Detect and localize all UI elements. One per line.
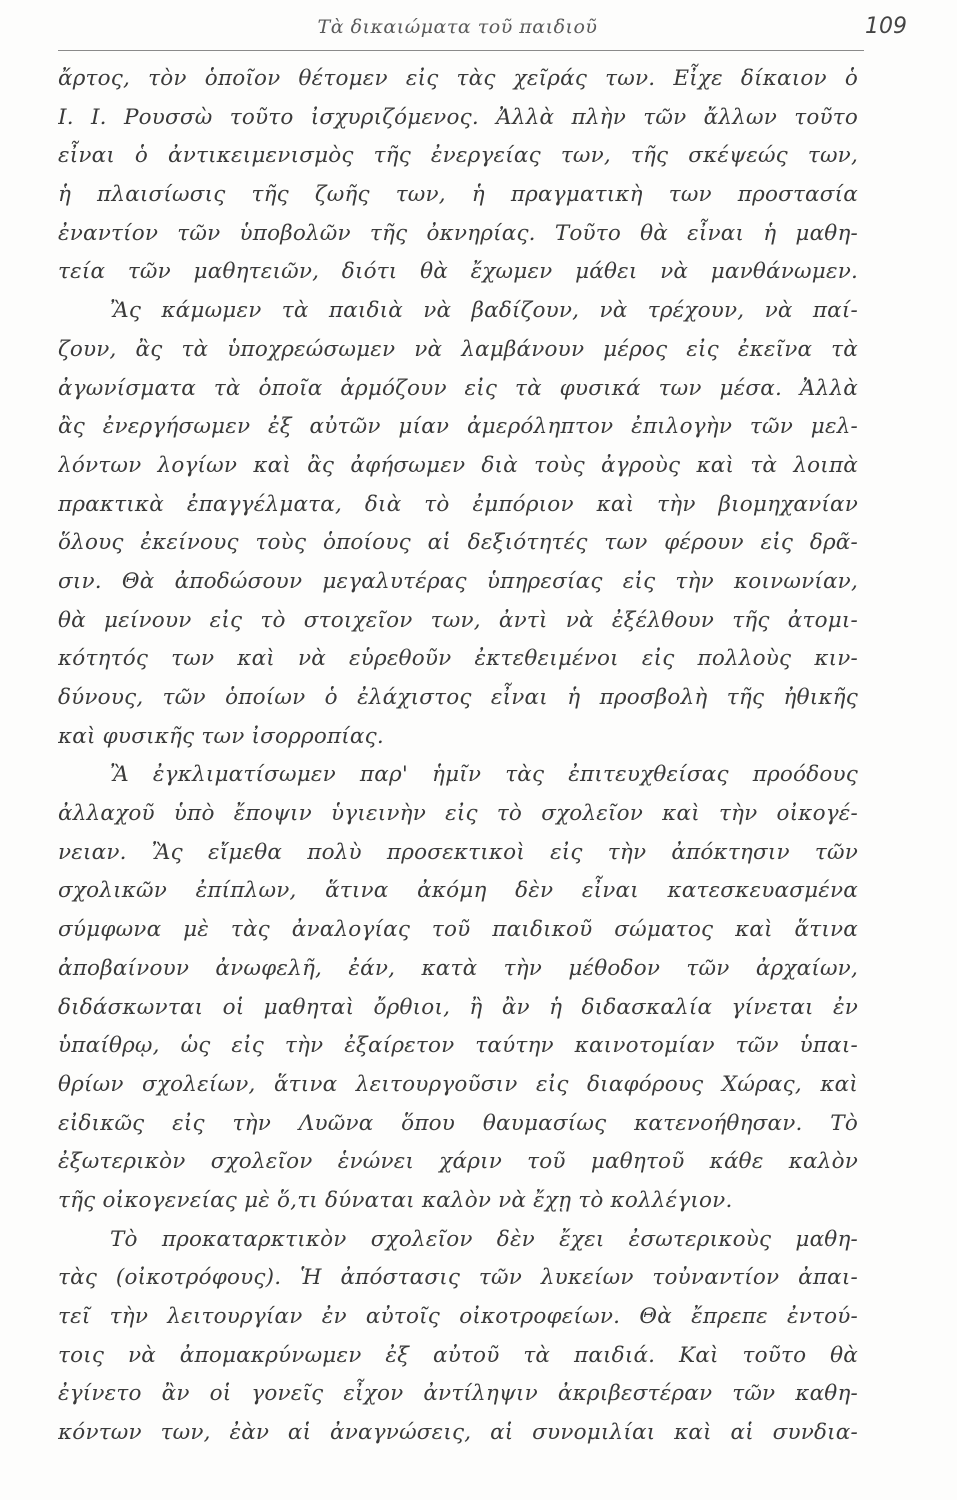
text-line: τεῖ τὴν λειτουργίαν ἐν αὐτοῖς οἰκοτροφείων. Θὰ ἔπρεπε ἐντού-	[58, 1304, 858, 1329]
page-number: 109	[865, 14, 907, 39]
running-title: Τὰ δικαιώματα τοῦ παιδιοῦ	[317, 16, 598, 38]
text-line: σχολικῶν ἐπίπλων, ἅτινα ἀκόμη δὲν εἶναι κατεσκευασμένα	[58, 878, 858, 904]
running-head	[58, 14, 907, 48]
text-line: νειαν. Ἂς εἴμεθα πολὺ προσεκτικοὶ εἰς τὴν ἀπόκτησιν τῶν	[58, 839, 858, 865]
text-line: καὶ φυσικῆς των ἰσορροπίας.	[58, 723, 384, 749]
text-line: θρίων σχολείων, ἅτινα λειτουργοῦσιν εἰς διαφόρους Χώρας, καὶ	[58, 1071, 858, 1097]
text-line: Ἂς κάμωμεν τὰ παιδιὰ νὰ βαδίζουν, νὰ τρέχουν, νὰ παί-	[110, 298, 858, 324]
text-line: ἐξωτερικὸν σχολεῖον ἑνώνει χάριν τοῦ μαθητοῦ κάθε καλὸν	[58, 1149, 858, 1175]
text-line: σιν. Θὰ ἀποδώσουν μεγαλυτέρας ὑπηρεσίας εἰς τὴν κοινωνίαν,	[58, 568, 858, 594]
text-line: ἂς ἐνεργήσωμεν ἐξ αὐτῶν μίαν ἀμερόληπτον ἐπιλογὴν τῶν μελ-	[58, 414, 858, 440]
text-line: ἐναντίον τῶν ὑποβολῶν τῆς ὀκνηρίας. Τοῦτο θὰ εἶναι ἡ μαθη-	[58, 220, 858, 246]
text-line: ὅλους ἐκείνους τοὺς ὁποίους αἱ δεξιότητές των φέρουν εἰς δρᾶ-	[58, 530, 858, 556]
header-rule	[58, 50, 864, 51]
text-line: δύνους, τῶν ὁποίων ὁ ἐλάχιστος εἶναι ἡ προσβολὴ τῆς ἠθικῆς	[58, 685, 858, 710]
text-line: εἶναι ὁ ἀντικειμενισμὸς τῆς ἐνεργείας των, τῆς σκέψεώς των,	[58, 143, 858, 169]
body-text	[58, 60, 858, 1453]
text-line: τεία τῶν μαθητειῶν, διότι θὰ ἔχωμεν μάθει νὰ μανθάνωμεν.	[58, 259, 858, 285]
text-line: κόντων των, ἐὰν αἱ ἀναγνώσεις, αἱ συνομιλίαι καὶ αἱ συνδια-	[58, 1420, 858, 1446]
text-line: λόντων λογίων καὶ ἂς ἀφήσωμεν διὰ τοὺς ἀγροὺς καὶ τὰ λοιπὰ	[58, 452, 858, 478]
text-line: ζουν, ἂς τὰ ὑποχρεώσωμεν νὰ λαμβάνουν μέρος εἰς ἐκεῖνα τὰ	[58, 336, 858, 362]
text-line: τῆς οἰκογενείας μὲ ὅ,τι δύναται καλὸν νὰ ἔχῃ τὸ κολλέγιον.	[58, 1187, 733, 1213]
text-line: ὑπαίθρῳ, ὡς εἰς τὴν ἐξαίρετον ταύτην καινοτομίαν τῶν ὑπαι-	[58, 1033, 858, 1059]
text-line: Ἂ ἐγκλιματίσωμεν παρ' ἡμῖν τὰς ἐπιτευχθείσας προόδους	[110, 762, 858, 788]
text-line: ἄρτος, τὸν ὁποῖον θέτομεν εἰς τὰς χεῖράς των. Εἶχε δίκαιον ὁ	[58, 66, 858, 91]
text-line: ἡ πλαισίωσις τῆς ζωῆς των, ἡ πραγματικὴ των προστασία	[58, 182, 858, 208]
text-line: τοις νὰ ἀπομακρύνωμεν ἐξ αὐτοῦ τὰ παιδιά. Καὶ τοῦτο θὰ	[58, 1342, 858, 1368]
text-line: ἐγίνετο ἂν οἱ γονεῖς εἶχον ἀντίληψιν ἀκριβεστέραν τῶν καθη-	[58, 1381, 858, 1407]
text-line: σύμφωνα μὲ τὰς ἀναλογίας τοῦ παιδικοῦ σώματος καὶ ἅτινα	[58, 917, 858, 943]
text-line: θὰ μείνουν εἰς τὸ στοιχεῖον των, ἀντὶ νὰ ἐξέλθουν τῆς ἀτομι-	[58, 607, 858, 633]
text-line: ἀγωνίσματα τὰ ὁποῖα ἁρμόζουν εἰς τὰ φυσικά των μέσα. Ἀλλὰ	[58, 375, 858, 401]
text-line: ἀλλαχοῦ ὑπὸ ἔποψιν ὑγιεινὴν εἰς τὸ σχολεῖον καὶ τὴν οἰκογέ-	[58, 801, 858, 827]
text-line: τὰς (οἰκοτρόφους). Ἡ ἀπόστασις τῶν λυκείων τοὐναντίον ἀπαι-	[58, 1265, 858, 1291]
text-line: κότητός των καὶ νὰ εὑρεθοῦν ἐκτεθειμένοι εἰς πολλοὺς κιν-	[58, 646, 858, 672]
text-line: Ι. Ι. Ρουσσὼ τοῦτο ἰσχυριζόμενος. Ἀλλὰ πλὴν τῶν ἄλλων τοῦτο	[58, 104, 858, 130]
text-line: Τὸ προκαταρκτικὸν σχολεῖον δὲν ἔχει ἐσωτερικοὺς μαθη-	[110, 1226, 858, 1252]
text-line: διδάσκωνται οἱ μαθηταὶ ὄρθιοι, ἢ ἂν ἡ διδασκαλία γίνεται ἐν	[58, 994, 858, 1020]
text-line: ἀποβαίνουν ἀνωφελῆ, ἐάν, κατὰ τὴν μέθοδον τῶν ἀρχαίων,	[58, 955, 858, 981]
text-line: εἰδικῶς εἰς τὴν Λυῶνα ὅπου θαυμασίως κατενοήθησαν. Τὸ	[58, 1110, 858, 1136]
text-line: πρακτικὰ ἐπαγγέλματα, διὰ τὸ ἐμπόριον καὶ τὴν βιομηχανίαν	[58, 491, 858, 517]
